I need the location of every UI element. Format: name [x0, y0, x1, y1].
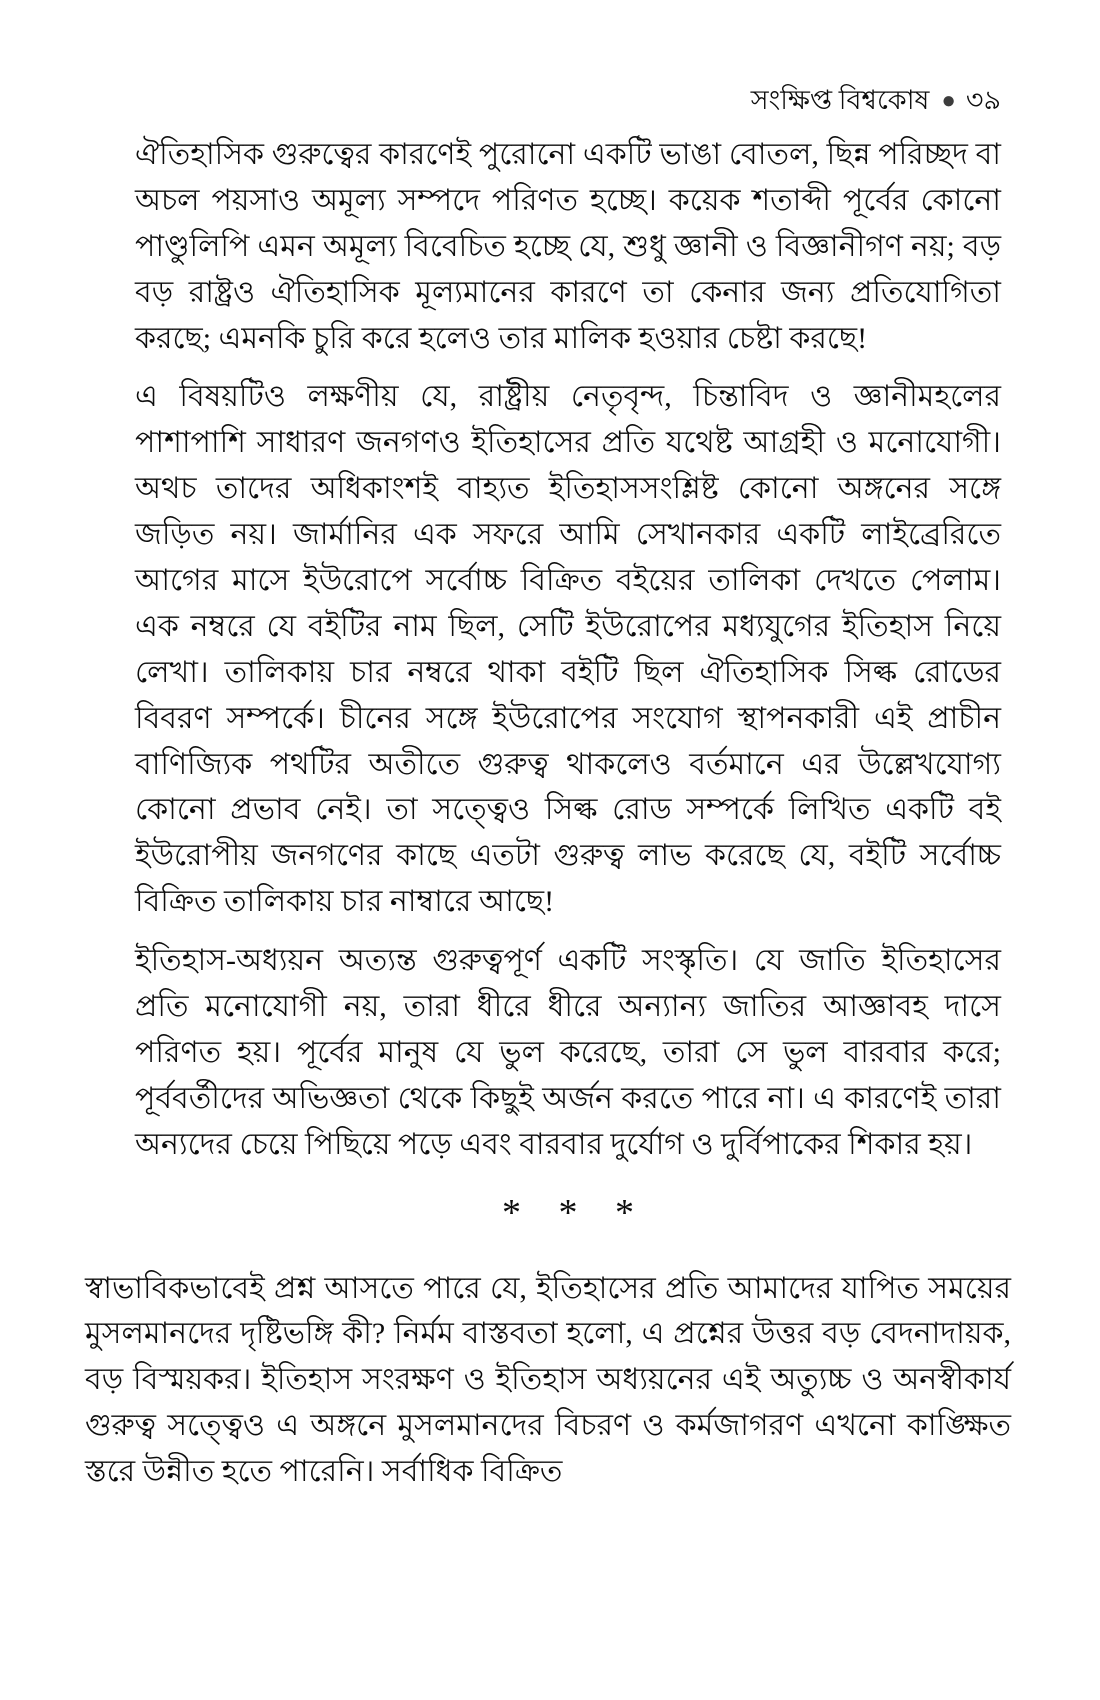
paragraph: এ বিষয়টিও লক্ষণীয় যে, রাষ্ট্রীয় নেতৃবৃন্দ, চিন্তাবিদ ও জ্ঞানীমহলের পাশাপাশি সাধারণ জনগণও ইতিহাসের প্রতি যথেষ্ট আগ্রহী ও মনোযোগী। অথচ তাদের অধিকাংশই বাহ্যত ইতিহাসসংশ্লিষ্ট কোনো অঙ্গনের সঙ্গে জড়িত নয়। জার্মানির এক সফরে আমি সেখানকার একটি লাইব্রেরিতে আগের মাসে ইউরোপে সর্বোচ্চ বিক্রিত বইয়ের তালিকা দেখতে পেলাম। এক নম্বরে যে বইটির নাম ছিল, সেটি ইউরোপের মধ্যযুগের ইতিহাস নিয়ে লেখা। তালিকায় চার নম্বরে থাকা বইটি ছিল ঐতিহাসিক সিল্ক রোডের বিবরণ সম্পর্কে। চীনের সঙ্গে ইউরোপের সংযোগ স্থাপনকারী এই প্রাচীন বাণিজ্যিক পথটির অতীতে গুরুত্ব থাকলেও বর্তমানে এর উল্লেখযোগ্য কোনো প্রভাব নেই। তা সত্ত্বেও সিল্ক রোড সম্পর্কে লিখিত একটি বই ইউরোপীয় জনগণের কাছে এতটা গুরুত্ব লাভ করেছে যে, বইটি সর্বোচ্চ বিক্রিত তালিকায় চার নাম্বারে আছে!: [135, 380, 1001, 919]
bullet-icon: ●: [941, 88, 956, 114]
book-title: সংক্ষিপ্ত বিশ্বকোষ: [750, 85, 930, 115]
page-body: [85, 132, 1011, 1508]
paragraph: ইতিহাস-অধ্যয়ন অত্যন্ত গুরুত্বপূর্ণ একটি সংস্কৃতি। যে জাতি ইতিহাসের প্রতি মনোযোগী নয়, তারা ধীরে ধীরে অন্যান্য জাতির আজ্ঞাবহ দাসে পরিণত হয়। পূর্বের মানুষ যে ভুল করেছে, তারা সে ভুল বারবার করে; পূর্ববর্তীদের অভিজ্ঞতা থেকে কিছুই অর্জন করতে পারে না। এ কারণেই তারা অন্যদের চেয়ে পিছিয়ে পড়ে এবং বারবার দুর্যোগ ও দুর্বিপাকের শিকার হয়।: [135, 944, 1001, 1161]
paragraph: ঐতিহাসিক গুরুত্বের কারণেই পুরোনো একটি ভাঙা বোতল, ছিন্ন পরিচ্ছদ বা অচল পয়সাও অমূল্য সম্পদে পরিণত হচ্ছে। কয়েক শতাব্দী পূর্বের কোনো পাণ্ডুলিপি এমন অমূল্য বিবেচিত হচ্ছে যে, শুধু জ্ঞানী ও বিজ্ঞানীগণ নয়; বড় বড় রাষ্ট্রও ঐতিহাসিক মূল্যমানের কারণে তা কেনার জন্য প্রতিযোগিতা করছে; এমনকি চুরি করে হলেও তার মালিক হওয়ার চেষ্টা করছে!: [135, 138, 1001, 355]
running-header: [135, 84, 1001, 116]
page-number: ৩৯: [965, 85, 1001, 115]
paragraph: স্বাভাবিকভাবেই প্রশ্ন আসতে পারে যে, ইতিহাসের প্রতি আমাদের যাপিত সময়ের মুসলমানদের দৃষ্টিভঙ্গি কী? নির্মম বাস্তবতা হলো, এ প্রশ্নের উত্তর বড় বেদনাদায়ক, বড় বিস্ময়কর। ইতিহাস সংরক্ষণ ও ইতিহাস অধ্যয়নের এই অত্যুচ্চ ও অনস্বীকার্য গুরুত্ব সত্ত্বেও এ অঙ্গনে মুসলমানদের বিচরণ ও কর্মজাগরণ এখনো কাঙ্ক্ষিত স্তরে উন্নীত হতে পারেনি। সর্বাধিক বিক্রিত: [85, 1271, 1011, 1489]
section-separator: * * *: [502, 1191, 634, 1234]
